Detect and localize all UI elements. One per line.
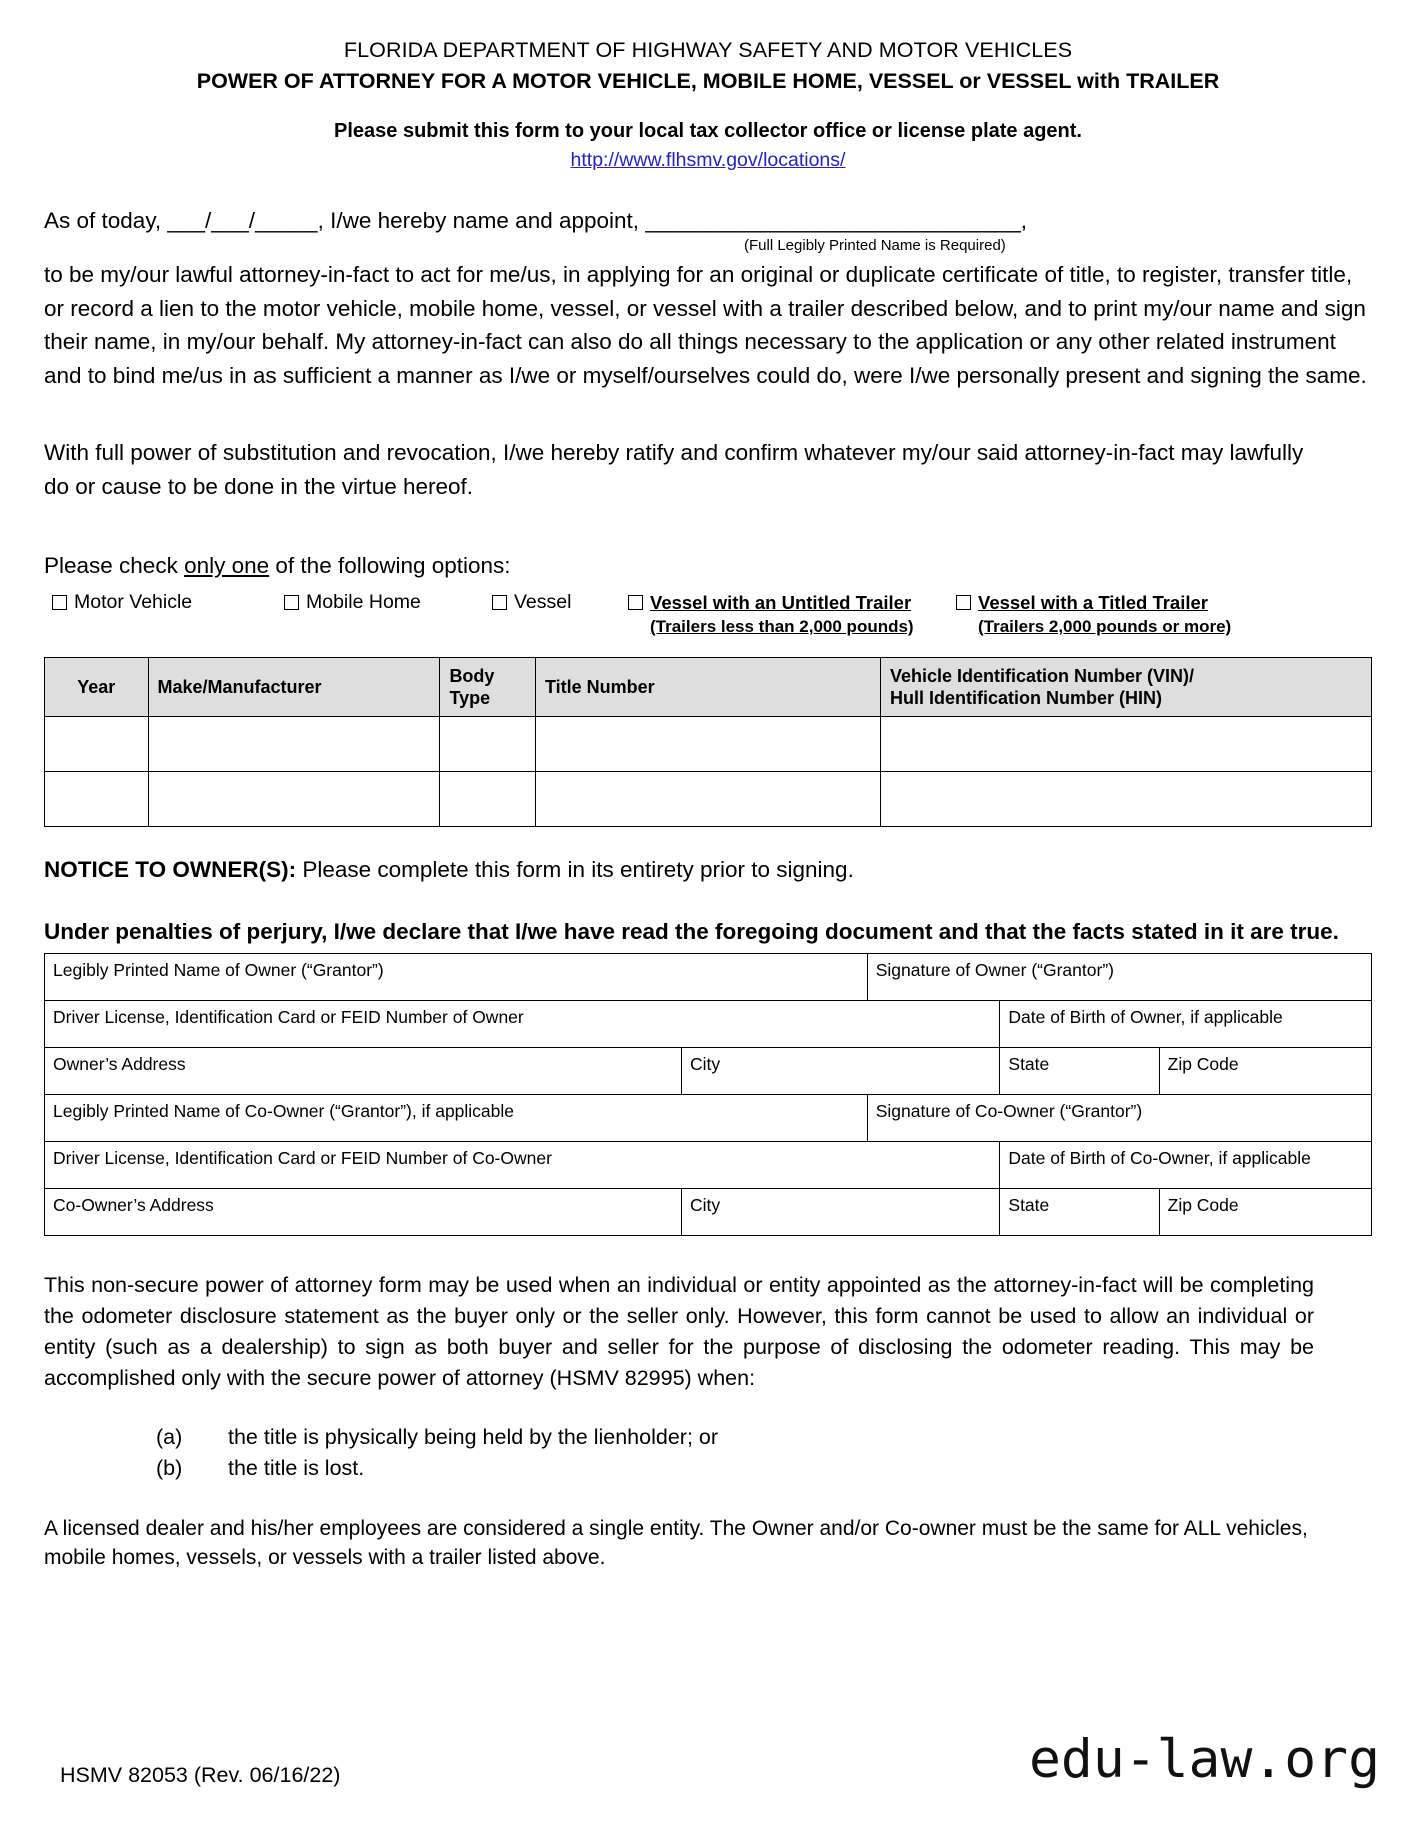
field-owner-state[interactable]: State xyxy=(1000,1048,1159,1095)
notice-label: NOTICE TO OWNER(S): xyxy=(44,857,297,882)
field-coowner-address[interactable]: Co-Owner’s Address xyxy=(45,1189,682,1236)
field-owner-address[interactable]: Owner’s Address xyxy=(45,1048,682,1095)
option-label-vessel-titled-trailer: Vessel with a Titled Trailer xyxy=(978,592,1208,613)
field-coowner-state[interactable]: State xyxy=(1000,1189,1159,1236)
table-row xyxy=(45,1142,1372,1189)
lead-prefix: As of today, xyxy=(44,208,162,233)
owner-information-table xyxy=(44,953,1372,1236)
options-instruction xyxy=(44,553,1372,579)
option-sub-vessel-untitled-trailer: (Trailers less than 2,000 pounds) xyxy=(650,617,914,636)
field-coowner-dob[interactable]: Date of Birth of Co-Owner, if applicable xyxy=(1000,1142,1372,1189)
options-instruction-after: of the following options: xyxy=(269,553,511,578)
cell-title-number-2[interactable] xyxy=(535,772,880,827)
field-owner-name[interactable]: Legibly Printed Name of Owner (“Grantor”) xyxy=(45,954,868,1001)
field-coowner-signature[interactable]: Signature of Co-Owner (“Grantor”) xyxy=(867,1095,1371,1142)
field-owner-city[interactable]: City xyxy=(681,1048,999,1095)
field-coowner-zip[interactable]: Zip Code xyxy=(1159,1189,1371,1236)
form-id-footer: HSMV 82053 (Rev. 06/16/22) xyxy=(60,1763,341,1787)
table-row xyxy=(45,1189,1372,1236)
cell-title-number-1[interactable] xyxy=(535,717,880,772)
option-label-vessel: Vessel xyxy=(514,591,572,613)
vehicle-description-table xyxy=(44,657,1372,827)
list-item-text-b: the title is lost. xyxy=(228,1456,365,1480)
locations-link[interactable]: http://www.flhsmv.gov/locations/ xyxy=(570,149,846,171)
col-header-make: Make/Manufacturer xyxy=(148,658,440,717)
agency-title: FLORIDA DEPARTMENT OF HIGHWAY SAFETY AND MOTOR VEHICLES xyxy=(343,38,1073,62)
field-owner-dl[interactable]: Driver License, Identification Card or FEID Number of Owner xyxy=(45,1001,1000,1048)
dealer-entity-note: A licensed dealer and his/her employees are considered a single entity. The Owner and/or Co-owner must be the same for ALL vehicles, mobile homes, vessels, or vessels with a trailer listed above. xyxy=(44,1517,1308,1569)
list-item xyxy=(156,1453,1372,1484)
checkbox-vessel-untitled-trailer[interactable] xyxy=(628,595,643,610)
list-item-text-a: the title is physically being held by the lienholder; or xyxy=(228,1425,719,1449)
option-mobile-home[interactable] xyxy=(284,591,421,614)
cell-make-2[interactable] xyxy=(148,772,440,827)
option-vessel-titled-trailer[interactable] xyxy=(956,591,1231,637)
option-label-motor-vehicle: Motor Vehicle xyxy=(74,591,193,613)
col-header-body-type xyxy=(440,658,536,717)
cell-body-type-1[interactable] xyxy=(440,717,536,772)
cell-vin-1[interactable] xyxy=(880,717,1371,772)
option-motor-vehicle[interactable] xyxy=(52,591,192,614)
list-item-key-b: (b) xyxy=(156,1456,183,1480)
watermark: edu-law.org xyxy=(1029,1729,1380,1790)
lead-middle: , I/we hereby name and appoint, xyxy=(317,208,640,233)
closing-conditions-list xyxy=(44,1422,1372,1484)
field-coowner-dl[interactable]: Driver License, Identification Card or FEID Number of Co-Owner xyxy=(45,1142,1000,1189)
col-header-title-number: Title Number xyxy=(535,658,880,717)
body-type-line1: Body xyxy=(449,666,495,686)
options-row xyxy=(44,591,1372,647)
option-label-mobile-home: Mobile Home xyxy=(306,591,421,613)
options-instruction-before: Please check xyxy=(44,553,185,578)
option-sub-vessel-titled-trailer: (Trailers 2,000 pounds or more) xyxy=(978,617,1232,636)
table-row xyxy=(45,772,1372,827)
appointee-name-blank-field[interactable]: ______________________________, xyxy=(645,208,1027,233)
date-blank-field[interactable]: ___/___/_____ xyxy=(167,208,318,233)
checkbox-motor-vehicle[interactable] xyxy=(52,595,67,610)
option-label-vessel-untitled-trailer: Vessel with an Untitled Trailer xyxy=(650,592,912,613)
field-coowner-city[interactable]: City xyxy=(681,1189,999,1236)
field-coowner-name[interactable]: Legibly Printed Name of Co-Owner (“Grantor”), if applicable xyxy=(45,1095,868,1142)
form-title: POWER OF ATTORNEY FOR A MOTOR VEHICLE, MOBILE HOME, VESSEL or VESSEL with TRAILER xyxy=(196,69,1220,93)
vin-header-line2: Hull Identification Number (HIN) xyxy=(889,688,1162,708)
checkbox-vessel[interactable] xyxy=(492,595,507,610)
cell-vin-2[interactable] xyxy=(880,772,1371,827)
option-vessel[interactable] xyxy=(492,591,571,614)
submit-instruction: Please submit this form to your local tax collector office or license plate agent. xyxy=(334,120,1082,142)
cell-year-1[interactable] xyxy=(45,717,149,772)
vin-header-line1: Vehicle Identification Number (VIN)/ xyxy=(889,666,1195,686)
name-blank-caption: (Full Legibly Printed Name is Required) xyxy=(744,237,1006,254)
field-owner-signature[interactable]: Signature of Owner (“Grantor”) xyxy=(867,954,1371,1001)
checkbox-mobile-home[interactable] xyxy=(284,595,299,610)
table-row xyxy=(45,1095,1372,1142)
list-item xyxy=(156,1422,1372,1453)
table-row xyxy=(45,717,1372,772)
cell-year-2[interactable] xyxy=(45,772,149,827)
closing-paragraph: This non-secure power of attorney form may be used when an individual or entity appointed as the attorney-in-fact will be completing the odometer disclosure statement as the buyer only or the seller only. However, this form cannot be used to allow an individual or entity (such as a dealership) to sign as both buyer and seller for the purpose of disclosing the odometer reading. This may be accomplished only with the secure power of attorney (HSMV 82995) when: xyxy=(44,1273,1314,1390)
table-row xyxy=(45,954,1372,1001)
table-row xyxy=(45,1001,1372,1048)
checkbox-vessel-titled-trailer[interactable] xyxy=(956,595,971,610)
intro-section xyxy=(44,206,1372,503)
field-owner-zip[interactable]: Zip Code xyxy=(1159,1048,1371,1095)
col-header-vin-hin xyxy=(880,658,1371,717)
option-vessel-untitled-trailer[interactable] xyxy=(628,591,914,637)
options-instruction-emphasis: only one xyxy=(184,553,270,578)
perjury-declaration: Under penalties of perjury, I/we declare that I/we have read the foregoing document and that the facts stated in it are true. xyxy=(44,919,1339,944)
body-type-line2: Type xyxy=(449,688,491,708)
vehicle-table-header-row xyxy=(45,658,1372,717)
field-owner-dob[interactable]: Date of Birth of Owner, if applicable xyxy=(1000,1001,1372,1048)
cell-make-1[interactable] xyxy=(148,717,440,772)
cell-body-type-2[interactable] xyxy=(440,772,536,827)
table-row xyxy=(45,1048,1372,1095)
col-header-year: Year xyxy=(45,658,149,717)
paragraph-substitution: With full power of substitution and revocation, I/we hereby ratify and confirm whatever my/our said attorney-in-fact may lawfully do or cause to be done in the virtue hereof. xyxy=(44,440,1304,499)
list-item-key-a: (a) xyxy=(156,1425,183,1449)
notice-to-owners xyxy=(44,857,1372,883)
notice-text: Please complete this form in its entirety prior to signing. xyxy=(296,857,854,882)
appointment-lead-line xyxy=(44,206,1372,236)
paragraph-authority: to be my/our lawful attorney-in-fact to act for me/us, in applying for an original or duplicate certificate of title, to register, transfer title, or record a lien to the motor vehicle, mobile home, vessel, or vessel with a trailer described below, and to print my/our name and sign their name, in my/our behalf. My attorney-in-fact can also do all things necessary to the application or any other related instrument and to bind me/us in as sufficient a manner as I/we or myself/ourselves could do, were I/we personally present and signing the same. xyxy=(44,262,1367,388)
